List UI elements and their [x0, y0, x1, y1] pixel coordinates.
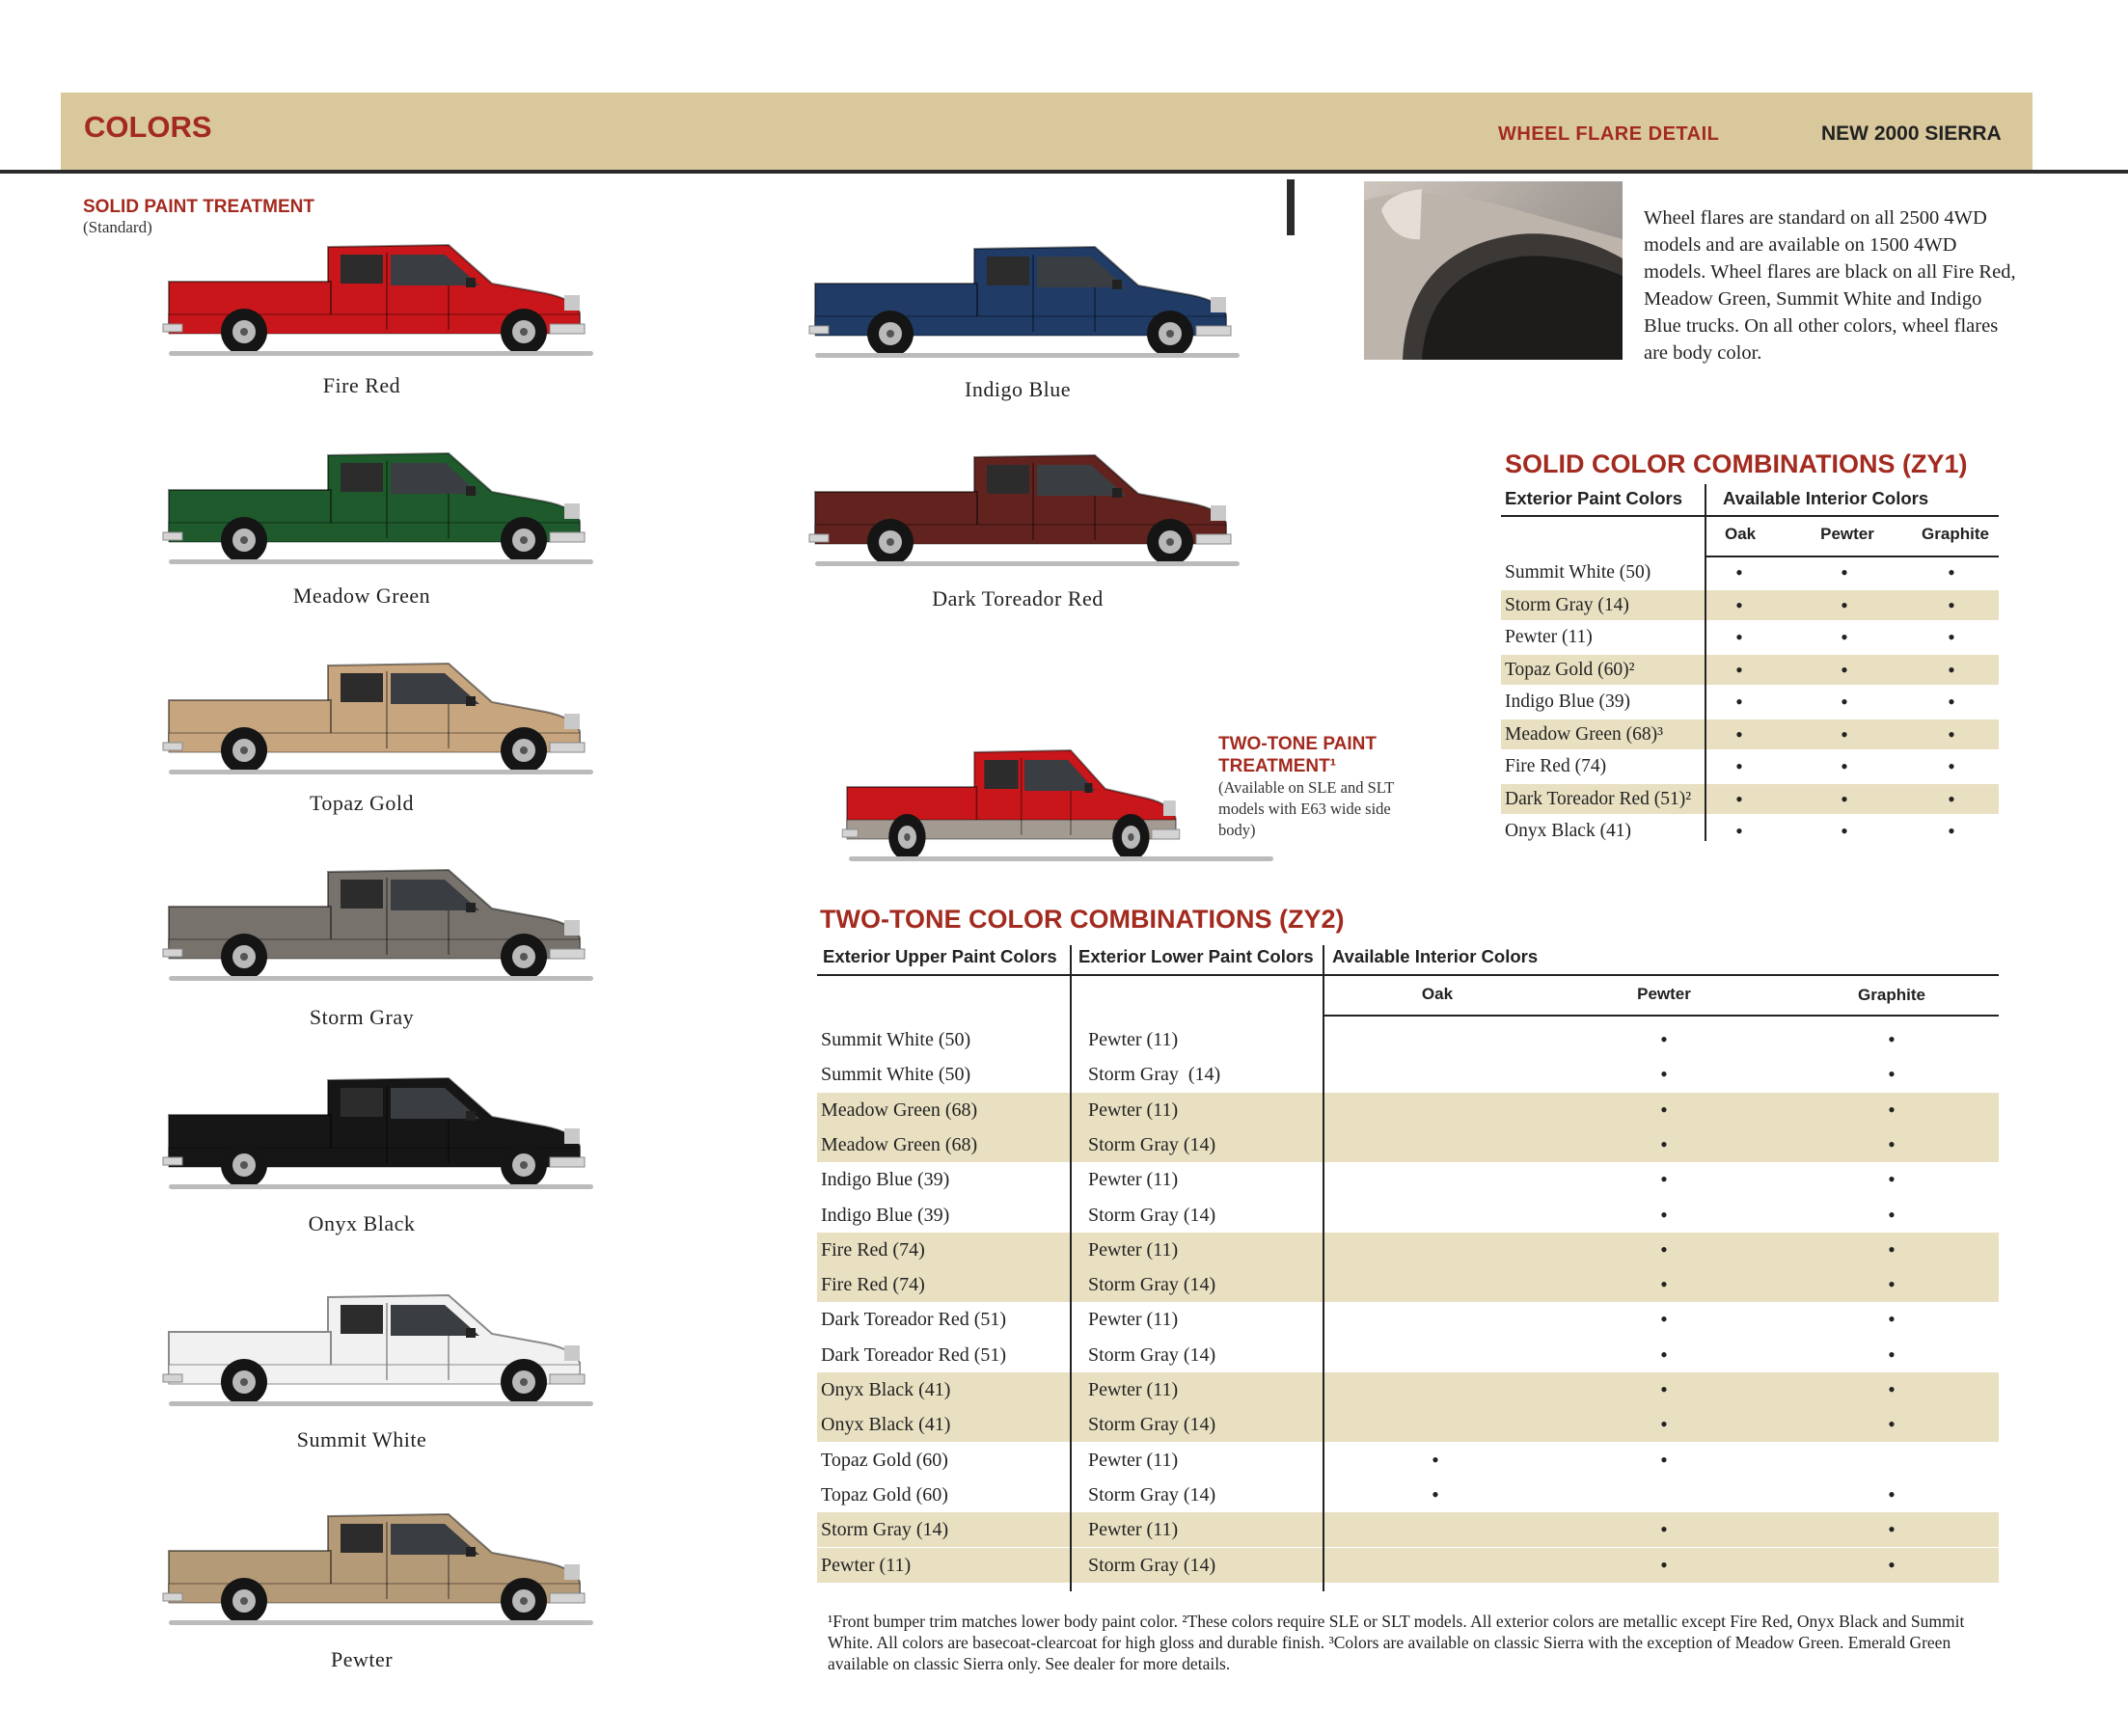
availability-dot: • — [1660, 1412, 1668, 1437]
two-tone-lower-color: Storm Gray (14) — [1088, 1554, 1216, 1576]
solid-combo-color: Onyx Black (41) — [1505, 821, 1632, 841]
divider-tick — [1287, 179, 1295, 235]
two-tone-truck-image — [839, 741, 1187, 861]
truck-image-indigo-blue — [805, 237, 1240, 358]
solid-combo-row — [1501, 655, 1999, 685]
model-title: NEW 2000 SIERRA — [1821, 122, 2002, 145]
two-tone-lower-color: Storm Gray (14) — [1088, 1343, 1216, 1366]
two-tone-combo-row — [817, 1057, 1999, 1092]
availability-dot: • — [1660, 1272, 1668, 1297]
truck-image-onyx-black — [159, 1069, 593, 1189]
truck-label-meadow-green: Meadow Green — [292, 583, 431, 608]
availability-dot: • — [1888, 1027, 1896, 1051]
availability-dot: • — [1660, 1377, 1668, 1401]
truck-label-storm-gray: Storm Gray — [309, 1005, 415, 1029]
two-tone-treatment-note: (Available on SLE and SLT models with E63 wide side body) — [1218, 778, 1395, 839]
availability-dot: • — [1735, 625, 1743, 649]
truck-label-indigo-blue: Indigo Blue — [965, 377, 1071, 401]
section-title: COLORS — [84, 110, 212, 144]
two-tone-lower-color: Pewter (11) — [1088, 1379, 1179, 1400]
wheel-flare-photo — [1364, 181, 1623, 360]
availability-dot: • — [1735, 657, 1743, 682]
availability-dot: • — [1735, 560, 1743, 584]
solid-combo-color: Topaz Gold (60)² — [1505, 659, 1635, 680]
two-tone-lower-color: Storm Gray (14) — [1088, 1483, 1216, 1505]
availability-dot: • — [1660, 1552, 1668, 1577]
availability-dot: • — [1735, 819, 1743, 843]
availability-dot: • — [1948, 786, 1955, 811]
solid-int-oak: Oak — [1725, 525, 1757, 543]
availability-dot: • — [1841, 819, 1848, 843]
solid-treatment-heading: SOLID PAINT TREATMENT — [83, 197, 314, 217]
two-tone-lower-color: Storm Gray (14) — [1088, 1274, 1216, 1296]
availability-dot: • — [1948, 754, 1955, 778]
two-tone-col-lower: Exterior Lower Paint Colors — [1078, 946, 1314, 966]
solid-combo-row — [1501, 751, 1999, 781]
two-tone-col-upper: Exterior Upper Paint Colors — [823, 946, 1057, 966]
two-tone-upper-color: Meadow Green (68) — [821, 1133, 978, 1155]
two-tone-lower-color: Pewter (11) — [1088, 1309, 1179, 1331]
availability-dot: • — [1888, 1517, 1896, 1542]
truck-image-meadow-green — [159, 444, 593, 564]
truck-image-dark-toreador-red — [805, 446, 1240, 566]
solid-combo-color: Dark Toreador Red (51)² — [1505, 788, 1692, 809]
availability-dot: • — [1888, 1097, 1896, 1122]
availability-dot: • — [1948, 721, 1955, 746]
two-tone-upper-color: Indigo Blue (39) — [821, 1204, 950, 1226]
two-tone-combo-row — [817, 1338, 1999, 1372]
availability-dot: • — [1735, 754, 1743, 778]
availability-dot: • — [1888, 1202, 1896, 1227]
two-tone-subheader-rule — [1323, 1015, 1999, 1017]
availability-dot: • — [1888, 1342, 1896, 1367]
solid-int-pewter: Pewter — [1820, 525, 1874, 543]
two-tone-lower-color: Pewter (11) — [1088, 1029, 1179, 1050]
two-tone-combo-row — [817, 1548, 1999, 1583]
two-tone-divider-1 — [1070, 945, 1072, 1591]
availability-dot: • — [1660, 1202, 1668, 1227]
availability-dot: • — [1660, 1097, 1668, 1122]
two-tone-upper-color: Dark Toreador Red (51) — [821, 1343, 1007, 1366]
two-tone-combo-row — [817, 1478, 1999, 1512]
two-tone-int-oak: Oak — [1421, 985, 1454, 1003]
availability-dot: • — [1660, 1131, 1668, 1156]
availability-dot: • — [1841, 657, 1848, 682]
truck-label-topaz-gold: Topaz Gold — [310, 791, 414, 815]
two-tone-lower-color: Storm Gray (14) — [1088, 1064, 1221, 1086]
two-tone-int-pewter: Pewter — [1637, 985, 1691, 1003]
availability-dot: • — [1660, 1517, 1668, 1542]
two-tone-combo-row — [817, 1443, 1999, 1478]
availability-dot: • — [1660, 1062, 1668, 1087]
two-tone-lower-color: Storm Gray (14) — [1088, 1414, 1216, 1436]
solid-combo-color: Fire Red (74) — [1505, 756, 1607, 776]
availability-dot: • — [1841, 560, 1848, 584]
availability-dot: • — [1841, 786, 1848, 811]
availability-dot: • — [1888, 1062, 1896, 1087]
two-tone-divider-2 — [1323, 945, 1324, 1591]
solid-combo-row — [1501, 719, 1999, 749]
truck-label-onyx-black: Onyx Black — [308, 1211, 416, 1235]
two-tone-combo-row — [817, 1127, 1999, 1162]
truck-image-summit-white — [159, 1286, 593, 1406]
two-tone-upper-color: Meadow Green (68) — [821, 1099, 978, 1121]
availability-dot: • — [1660, 1167, 1668, 1192]
availability-dot: • — [1660, 1342, 1668, 1367]
two-tone-combo-row — [817, 1198, 1999, 1233]
solid-combo-color: Indigo Blue (39) — [1505, 692, 1630, 712]
two-tone-upper-color: Topaz Gold (60) — [821, 1449, 948, 1471]
truck-image-fire-red — [159, 235, 593, 356]
two-tone-combo-row — [817, 1233, 1999, 1267]
two-tone-combos-title: TWO-TONE COLOR COMBINATIONS (ZY2) — [820, 905, 1345, 934]
availability-dot: • — [1735, 786, 1743, 811]
two-tone-treatment-heading: TWO-TONE PAINT TREATMENT¹ — [1218, 734, 1377, 776]
availability-dot: • — [1888, 1272, 1896, 1297]
availability-dot: • — [1660, 1307, 1668, 1332]
availability-dot: • — [1841, 690, 1848, 714]
two-tone-lower-color: Pewter (11) — [1088, 1519, 1179, 1541]
availability-dot: • — [1948, 657, 1955, 682]
two-tone-lower-color: Storm Gray (14) — [1088, 1204, 1216, 1226]
solid-combo-row — [1501, 557, 1999, 587]
subsection-title: WHEEL FLARE DETAIL — [1498, 123, 1720, 145]
two-tone-lower-color: Pewter (11) — [1088, 1099, 1179, 1121]
solid-combo-row — [1501, 622, 1999, 652]
availability-dot: • — [1735, 721, 1743, 746]
two-tone-lower-color: Storm Gray (14) — [1088, 1133, 1216, 1155]
two-tone-upper-color: Storm Gray (14) — [821, 1519, 949, 1541]
two-tone-upper-color: Summit White (50) — [821, 1029, 971, 1050]
solid-header-rule — [1501, 515, 1999, 517]
two-tone-header-rule — [817, 974, 1999, 976]
solid-combo-row — [1501, 784, 1999, 814]
truck-image-pewter — [159, 1505, 593, 1625]
truck-label-fire-red: Fire Red — [322, 373, 401, 397]
two-tone-lower-color: Pewter (11) — [1088, 1238, 1179, 1261]
two-tone-upper-color: Topaz Gold (60) — [821, 1483, 948, 1505]
truck-label-dark-toreador-red: Dark Toreador Red — [932, 586, 1104, 610]
solid-combo-color: Pewter (11) — [1505, 627, 1593, 647]
solid-combo-row — [1501, 687, 1999, 717]
solid-combo-row — [1501, 816, 1999, 846]
two-tone-combo-row — [817, 1162, 1999, 1197]
availability-dot: • — [1841, 754, 1848, 778]
availability-dot: • — [1841, 592, 1848, 617]
availability-dot: • — [1841, 625, 1848, 649]
two-tone-combo-row — [817, 1407, 1999, 1442]
truck-image-storm-gray — [159, 860, 593, 981]
availability-dot: • — [1735, 592, 1743, 617]
header-rule — [0, 170, 2128, 174]
availability-dot: • — [1948, 690, 1955, 714]
two-tone-upper-color: Dark Toreador Red (51) — [821, 1309, 1007, 1331]
availability-dot: • — [1948, 819, 1955, 843]
two-tone-upper-color: Pewter (11) — [821, 1554, 912, 1576]
two-tone-combo-row — [817, 1302, 1999, 1337]
two-tone-combo-row — [817, 1267, 1999, 1302]
availability-dot: • — [1948, 560, 1955, 584]
two-tone-lower-color: Pewter (11) — [1088, 1449, 1179, 1471]
availability-dot: • — [1888, 1167, 1896, 1192]
solid-combo-color: Summit White (50) — [1505, 562, 1651, 583]
two-tone-upper-color: Indigo Blue (39) — [821, 1169, 950, 1191]
header-band — [61, 93, 2033, 172]
wheel-flare-text: Wheel flares are standard on all 2500 4WD models and are available on 1500 4WD models. Wheel flares are black on all Fire Red, Meadow Green, Summit White and Indigo Blue trucks. On all other colors, wheel flares are body color. — [1644, 207, 2016, 364]
availability-dot: • — [1432, 1481, 1439, 1506]
two-tone-int-graphite: Graphite — [1858, 986, 1925, 1004]
solid-int-graphite: Graphite — [1922, 525, 1989, 543]
availability-dot: • — [1888, 1412, 1896, 1437]
solid-combo-row — [1501, 590, 1999, 620]
availability-dot: • — [1888, 1131, 1896, 1156]
two-tone-upper-color: Summit White (50) — [821, 1064, 971, 1086]
two-tone-combo-row — [817, 1022, 1999, 1057]
truck-image-topaz-gold — [159, 654, 593, 774]
availability-dot: • — [1432, 1447, 1439, 1472]
availability-dot: • — [1888, 1307, 1896, 1332]
two-tone-combo-row — [817, 1372, 1999, 1407]
two-tone-upper-color: Fire Red (74) — [821, 1238, 925, 1261]
availability-dot: • — [1888, 1552, 1896, 1577]
availability-dot: • — [1660, 1236, 1668, 1261]
solid-col-exterior: Exterior Paint Colors — [1505, 488, 1683, 508]
footnote: ¹Front bumper trim matches lower body paint color. ²These colors require SLE or SLT models. All exterior colors are metallic except Fire Red, Onyx Black and Summit White. All colors are basecoat-clearcoat for high gloss and durable finish. ³Colors are available on classic Sierra with the exception of Meadow Green. Emerald Green available on classic Sierra only. See dealer for more details. — [828, 1612, 1965, 1673]
availability-dot: • — [1660, 1447, 1668, 1472]
availability-dot: • — [1888, 1236, 1896, 1261]
availability-dot: • — [1948, 625, 1955, 649]
solid-treatment-note: (Standard) — [83, 218, 152, 236]
two-tone-lower-color: Pewter (11) — [1088, 1169, 1179, 1191]
solid-combo-color: Meadow Green (68)³ — [1505, 723, 1663, 745]
truck-label-pewter: Pewter — [330, 1647, 394, 1671]
availability-dot: • — [1660, 1027, 1668, 1051]
availability-dot: • — [1888, 1481, 1896, 1506]
solid-column-divider — [1705, 484, 1706, 841]
two-tone-upper-color: Onyx Black (41) — [821, 1414, 951, 1436]
solid-combos-title: SOLID COLOR COMBINATIONS (ZY1) — [1505, 449, 1968, 478]
two-tone-combo-row — [817, 1512, 1999, 1547]
availability-dot: • — [1841, 721, 1848, 746]
truck-label-summit-white: Summit White — [296, 1427, 427, 1451]
availability-dot: • — [1888, 1377, 1896, 1401]
availability-dot: • — [1735, 690, 1743, 714]
availability-dot: • — [1948, 592, 1955, 617]
two-tone-combo-row — [817, 1093, 1999, 1127]
two-tone-upper-color: Fire Red (74) — [821, 1274, 925, 1296]
solid-col-interior: Available Interior Colors — [1723, 488, 1929, 508]
solid-combo-color: Storm Gray (14) — [1505, 594, 1629, 615]
two-tone-upper-color: Onyx Black (41) — [821, 1379, 951, 1400]
two-tone-col-interior: Available Interior Colors — [1332, 946, 1539, 966]
